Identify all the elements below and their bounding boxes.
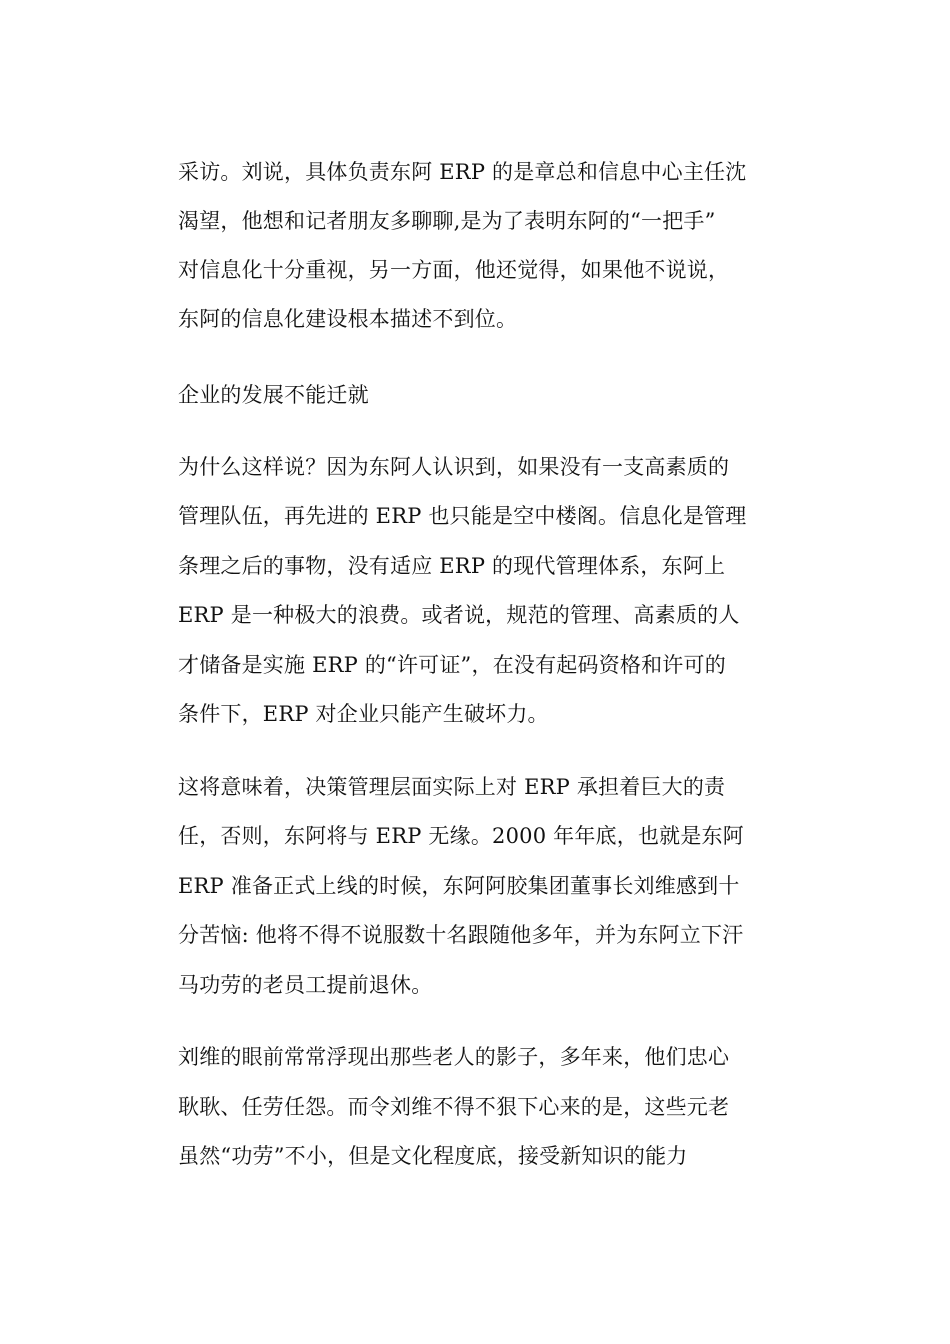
text-line: 采访。刘说，具体负责东阿 ERP 的是章总和信息中心主任沈: [178, 160, 747, 184]
text-line: ERP 准备正式上线的时候，东阿阿胶集团董事长刘维感到十: [178, 874, 740, 898]
text-line: 耿耿、任劳任怨。而令刘维不得不狠下心来的是，这些元老: [178, 1095, 730, 1119]
text-line: 马功劳的老员工提前退休。: [178, 973, 433, 997]
text-line: 才储备是实施 ERP 的“许可证”，在没有起码资格和许可的: [178, 653, 726, 677]
text-line: 这将意味着，决策管理层面实际上对 ERP 承担着巨大的责: [178, 775, 726, 799]
text-line: 渴望，他想和记者朋友多聊聊,是为了表明东阿的“一把手”: [178, 209, 716, 233]
text-line: 条件下，ERP 对企业只能产生破坏力。: [178, 702, 549, 726]
text-line: 刘维的眼前常常浮现出那些老人的影子，多年来，他们忠心: [178, 1045, 730, 1069]
text-line: 条理之后的事物，没有适应 ERP 的现代管理体系，东阿上: [178, 554, 726, 578]
text-line: ERP 是一种极大的浪费。或者说，规范的管理、高素质的人: [178, 603, 740, 627]
text-line: 为什么这样说？因为东阿人认识到，如果没有一支高素质的: [178, 455, 730, 479]
text-line: 东阿的信息化建设根本描述不到位。: [178, 307, 518, 331]
text-line: 分苦恼: 他将不得不说服数十名跟随他多年，并为东阿立下汗: [178, 923, 744, 947]
text-line: 对信息化十分重视，另一方面，他还觉得，如果他不说说，: [178, 258, 730, 282]
text-line: 管理队伍，再先进的 ERP 也只能是空中楼阁。信息化是管理: [178, 504, 747, 528]
text-line: 虽然“功劳”不小，但是文化程度底，接受新知识的能力: [178, 1144, 688, 1168]
text-line: 企业的发展不能迁就: [178, 383, 369, 407]
text-line: 任，否则，东阿将与 ERP 无缘。2000 年年底，也就是东阿: [178, 824, 744, 848]
